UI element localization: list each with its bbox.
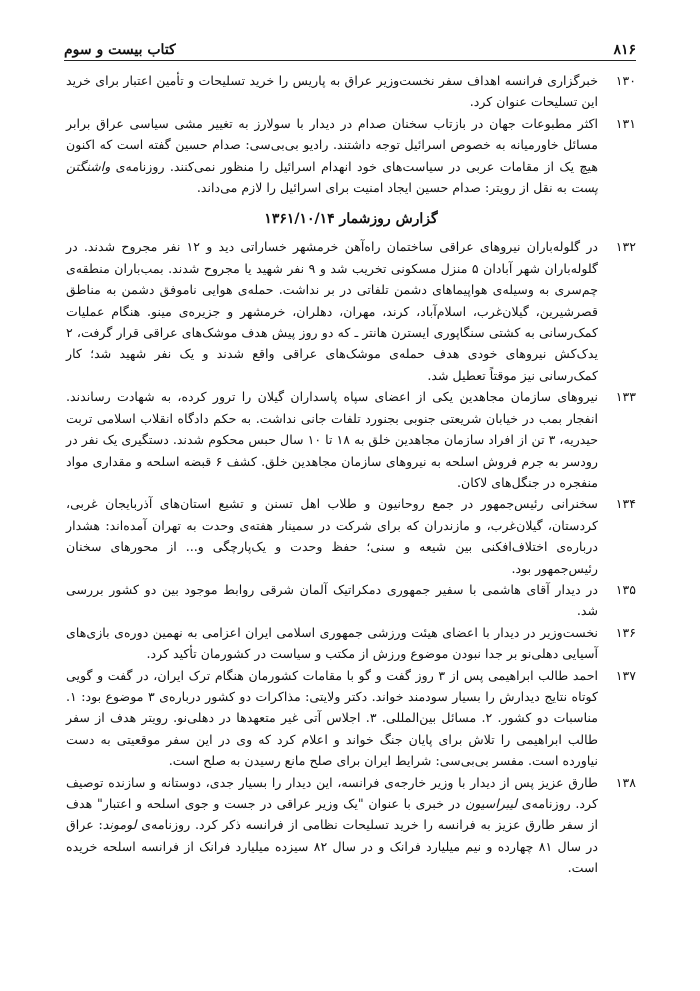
entry-number: ۱۳۰ [615,73,636,88]
entry-135 [66,579,636,622]
entry-text-part: اکثر مطبوعات جهان در بازتاب سخنان صدام در دیدار با سولارز به تغییر مشی سیاسی عراق برابر مسائل خاورمیانه به خصوص اسرائیل توجه داشتند. رادیو بی‌بی‌سی: صدام حسین گفته است که اکنون هیچ یک از مقامات عربی در سیاست‌های خود انهدام اسرائیل را منظور نمی‌کنند. روزنامه‌ی [66,115,598,174]
entry-number: ۱۳۷ [615,667,636,683]
newspaper-name: لیبراسیون [465,796,518,811]
entry-text: در گلوله‌باران نیروهای عراقی ساختمان راه‌آهن خرمشهر خساراتی دید و ۱۲ نفر مجروح شدند. در گلوله‌باران شهر آبادان ۵ منزل مسکونی تخریب شد و ۹ نفر شهید یا مجروح شدند. بمب‌باران منطقه‌ی چم‌سری به وسیله‌ی هواپیماهای دشمن تلفاتی در بر نداشت. حمله‌ی هوایی ناموفق دشمن به مناطق قصرشیرین، گیلان‌غرب، اسلام‌آباد، کرند، مهران، دهلران، خرمشهر و جزیره‌ی مینو. هنگام عملیات کمک‌رسانی به کشتی سنگاپوری ایسترن هانتر ـ که دو روز پیش هدف موشک‌های عراقی قرار گرفت، ۲ یدک‌کش نیروهای خودی هدف حمله‌ی موشک‌های عراقی واقع شدند و یک نفر شهید شد؛ کار کمک‌رسانی نیز موقتاً تعطیل شد. [66,239,599,383]
entry-text: احمد طالب ابراهیمی پس از ۳ روز گفت و گو با مقامات کشورمان هنگام ترک ایران، در گفت و گویی کوتاه نتایج دیدارش را بسیار سودمند خواند. دکتر ولایتی: مذاکرات دو کشور درباره‌ی ۳ موضوع بود: ۱. مناسبات دو کشور. ۲. مسائل بین‌المللی. ۳. اجلاس آتی غیر متعهدها در دهلی‌نو. رویتر هدف از سفر طالب ابراهیمی را تلاش برای پایان جنگ خواند و اعلام کرد که وی در این سفر موقعیتی به دست نیاورده است. مفسر بی‌بی‌سی: شرایط ایران برای صلح مانع رسیدن به صلح است. [66,667,598,769]
entry-number: ۱۳۸ [615,774,636,790]
entry-text: در دیدار آقای هاشمی با سفیر جمهوری دمکراتیک آلمان شرقی روابط موجود بین دو کشور بررسی شد. [66,581,598,619]
entry-138 [66,772,636,879]
entry-number: ۱۳۴ [615,496,636,512]
header-rule [64,60,636,61]
entry-text: نخست‌وزیر در دیدار با اعضای هیئت ورزشی جمهوری اسلامی ایران اعزامی به نهمین دوره‌ی بازی‌های آسیایی دهلی‌نو بر جدا نبودن موضوع ورزش از مکتب و سیاست در کشورمان تأکید کرد. [66,624,598,662]
entry-text-part: : عراق در سال ۸۱ چهارده و نیم میلیارد فرانک و در سال ۸۲ سیزده میلیارد فرانک از فرانسه اسلحه خریده است. [66,817,598,876]
entry-text-part: در خبری با عنوان "یک وزیر عراقی در جست و جوی اسلحه و اعتبار" هدف از سفر طارق عزیز به فرانسه را خرید تسلیحات نظامی از فرانسه ذکر کرد. روزنامه‌ی [66,796,599,833]
entry-text: خبرگزاری فرانسه اهداف سفر نخست‌وزیر عراق به پاریس را خرید تسلیحات و تأمین اعتبار برای خرید این تسلیحات عنوان کرد. [66,73,598,110]
entry-134 [66,493,636,579]
entry-text-part: به نقل از رویتر: صدام حسین ایجاد امنیت برای اسرائیل را لازم می‌داند. [196,180,567,196]
entry-number: ۱۳۲ [615,239,636,255]
entry-137 [66,665,636,772]
entry-text-part: طارق عزیز پس از دیدار با وزیر خارجه‌ی فرانسه، این دیدار را بسیار جدی، دوستانه و سازنده توصیف کرد. روزنامه‌ی [66,774,598,811]
entry-131 [66,113,636,199]
entry-number: ۱۳۱ [615,115,636,131]
entry-number: ۱۳۶ [615,624,636,640]
entry-text: نیروهای سازمان مجاهدین یکی از اعضای سپاه پاسداران گیلان را ترور کرده، به شهادت رساندند. انفجار بمب در خیابان شریعتی جنوبی بجنورد تلفات جانی نداشت. به حکم دادگاه انقلاب اسلامی تربت حیدریه، ۳ تن از افراد سازمان مجاهدین خلق به ۱۸ تا ۱۰ سال حبس محکوم شدند. دستگیری یک نفر در رودسر به جرم فروش اسلحه به نیروهای سازمان مجاهدین خلق. کشف ۶ قبضه اسلحه و مقداری مواد منفجره در جنگل‌های لاکان. [66,389,599,490]
newspaper-name: لوموند [102,817,137,833]
section-title: گزارش روزشمار ۱۳۶۱/۱۰/۱۴ [264,211,438,228]
entry-133 [66,386,636,493]
running-title: کتاب بیست و سوم [64,42,176,58]
page-body [66,70,636,879]
entry-text [66,772,598,879]
page-number: ۸۱۶ [613,42,636,58]
entry-132 [66,236,636,386]
entry-text [66,113,598,199]
page-header [64,36,636,58]
entry-130 [66,70,636,113]
entry-text: سخنرانی رئیس‌جمهور در جمع روحانیون و طلاب اهل تسنن و تشیع استان‌های آذربایجان غربی، کردستان، گیلان‌غرب، و مازندران که برای شرکت در سمینار هفته‌ی وحدت به تهران آمده‌اند: هشدار درباره‌ی اختلاف‌افکنی بین شیعه و سنی؛ حفظ وحدت و یک‌پارچگی و... از محورهای سخنان رئیس‌جمهور بود. [66,496,598,576]
newspaper-name: واشنگتن پست [66,158,598,196]
entry-136 [66,622,636,665]
entry-number: ۱۳۳ [615,389,636,405]
entry-number: ۱۳۵ [615,581,636,597]
